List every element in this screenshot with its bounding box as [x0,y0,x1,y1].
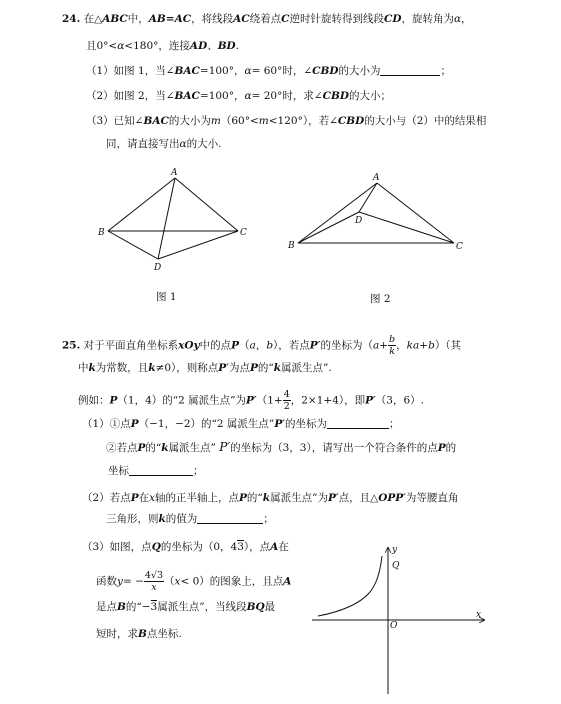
q24-var: BD [217,40,236,52]
q25-text: 轴的正半轴上，点 [155,492,240,504]
q25-text: 函数 [96,575,117,588]
sqrt-radicand: 3 [237,541,244,553]
q24-text: 的大小； [348,90,391,102]
q24-text: 在△ [83,13,103,25]
q24-text: 的大小与（2）中的结果相 [364,115,487,127]
q24-var: CD [383,13,402,25]
q25-var: BQ [246,601,265,613]
q25-var: A [270,541,279,553]
q25-var: y [117,575,123,588]
sqrt-radicand: 3 [150,601,158,613]
q25-text: （1+ [256,394,283,407]
q25-text: 为等腰直角 [405,492,459,504]
fig2-label-b: B [288,241,295,251]
q25-text: 中 [78,362,89,374]
graph-label-q: Q [392,561,400,571]
q25-text: （ [239,339,250,352]
q25-text: 的坐标为（0，4 [160,541,238,553]
q24-var: ABC [102,13,128,25]
q24-text: . [235,40,240,52]
q24-text: ，旋转角为 [401,13,454,25]
graph-label-x: x [476,610,482,620]
q24-var: m [210,115,221,127]
q25-var: P′ [246,394,257,407]
hyperbola-curve [318,556,382,616]
q25-var: k [273,362,282,374]
q25-var: a [249,339,256,352]
q25-text: （3）如图，点 [82,541,152,553]
q25-text: （3，6）. [375,394,424,407]
q25-text: 短时，求 [96,628,138,640]
q25-var: P [239,492,247,504]
q25-text: （−1，−2）的“2 属派生点” [138,418,275,430]
q25-var: P′ [219,440,231,454]
q25-text: 属派生点”为 [270,492,328,504]
q25-text: ； [193,465,204,477]
q24-var: AB=AC [148,13,192,25]
q25-var: a [372,339,380,352]
q25-text: + [379,339,389,352]
q25-text: 的坐标为（3，3），请写出一个符合条件的点 [230,442,438,454]
q25-var: P [137,442,146,454]
q25-text: = − [122,575,144,588]
q24-var: C [281,13,290,25]
q24-text: <180°，连接 [124,40,190,52]
q25-var: P′ [309,339,321,352]
q24-var: CBD [337,115,365,127]
q24-var: BAC [174,90,200,102]
q25-var: P [231,339,240,352]
q25-var: P [130,418,139,430]
fraction-numerator: 4√3 [144,570,164,581]
q25-var: P [249,362,258,374]
q25-text: 点坐标. [146,628,182,640]
fig2-caption: 图 2 [370,293,391,305]
q24-var: AC [233,13,250,25]
graph-label-o: O [390,621,398,631]
q25-var: b [428,339,435,352]
q25-var: P [109,394,118,407]
q24-var: α [244,90,252,102]
q25-text: 三角形，则 [106,513,159,525]
q24-var: α [117,40,125,52]
q25-text: （ [164,575,175,588]
q25-text: 在 [278,541,289,553]
q24-text: （3）已知∠ [86,115,144,127]
q25-var: P′ [327,492,339,504]
q25-var: xOy [178,339,200,352]
q25-var: B [117,601,126,613]
q24-text: 的大小. [186,138,222,150]
q24-text: 逆时针旋转得到线段 [289,13,384,25]
fig1-label-d: D [154,263,162,273]
fig1-label-c: C [240,228,247,238]
q25-var: k [262,492,271,504]
q25-var: P′ [218,362,229,374]
q25-number: 25. [62,339,81,352]
q25-text: ≠0），则称点 [155,362,219,374]
q25-var: OPP′ [378,492,406,504]
q24-text: 、 [207,40,218,52]
q25-text: （2）若点 [82,492,131,504]
q25-var: A [283,575,292,588]
q25-text: 为点 [228,362,250,374]
q25-text: < 0）的图象上，且点 [180,575,284,588]
q25-text: ， [396,339,407,352]
q24-var: AD [189,40,208,52]
fraction-denominator: k [389,346,395,357]
q25-text: 的“ [145,442,162,454]
q25-text: ，2×1+4），即 [290,394,366,407]
q24-text: 绕着点 [249,13,282,25]
q25-text: 例如： [78,394,110,407]
q25-var: P [437,442,446,454]
q24-text: ， [461,13,472,25]
q25-var: B [138,628,147,640]
q25-text: 中的点 [199,339,232,352]
q25-var: x [174,575,181,588]
q25-text: 点，且△ [338,492,379,504]
q25-text: 的“− [125,601,151,613]
q25-text: 最 [264,601,276,613]
q25-var: ka [406,339,420,352]
q25-var: x [149,492,156,504]
q24-text: <120°），若∠ [268,115,338,127]
q25-var: P′ [365,394,376,407]
q25-var: k [88,362,96,374]
q24-text: （60°< [220,115,259,127]
graph-label-y: y [392,545,398,555]
q24-var: CBD [312,65,339,77]
q24-text: ； [440,65,451,77]
fraction-numerator: 4 [283,389,290,400]
q24-text: = 20°时，求∠ [251,90,323,102]
q25-text: （1）①点 [82,418,131,430]
q25-text: 的值为 [165,513,198,525]
q25-text: 的坐标为 [284,418,327,430]
q24-number: 24. [62,13,81,25]
q24-text: =100°， [199,90,245,102]
q24-text: 的大小为 [338,65,381,77]
fig1-caption: 图 1 [156,291,177,303]
q24-text: 的大小为 [168,115,211,127]
fig2-label-d: D [355,216,363,226]
q25-var: k [161,442,169,454]
q25-text: + [419,339,429,352]
q25-text: 对于平面直角坐标系 [83,339,179,352]
q24-var: α [179,138,187,150]
q25-text: 属派生点” [168,442,216,454]
q25-var: Q [151,541,161,553]
q25-text: 的 [445,442,457,454]
q25-text: （1，4）的“2 属派生点”为 [117,394,247,407]
q25-text: 属派生点”，当线段 [157,601,247,613]
q24-var: m [258,115,269,127]
q25-text: 在 [138,492,150,504]
q25-text: 为常数，且 [95,362,149,374]
q24-text: 中， [127,13,149,25]
fig1-label-b: B [98,228,105,238]
q24-text: （1）如图 1，当∠ [86,65,175,77]
q24-text: =100°， [199,65,245,77]
q24-var: BAC [174,65,200,77]
q24-text: 同，请直接写出 [106,138,180,150]
q25-text: ），若点 [273,339,310,352]
q24-text: （2）如图 2，当∠ [86,90,175,102]
q25-text: ； [388,418,400,430]
q24-var: CBD [322,90,349,102]
q25-var: k [148,362,156,374]
q25-text: ； [263,513,274,525]
fraction-numerator: b [389,334,396,345]
fig1-label-a: A [171,168,178,178]
q24-var: BAC [143,115,169,127]
q25-text: ）（其 [434,339,462,352]
q25-text: 是点 [96,601,117,613]
fraction-denominator: x [151,582,157,593]
q25-var: P [130,492,139,504]
q24-text: ，将线段 [191,13,234,25]
q24-text: 且0°< [86,40,118,52]
q25-text: 坐标 [108,465,129,477]
q25-text: 属派生点”. [281,362,332,374]
q25-text: 的“ [246,492,263,504]
q25-text: 的坐标为（ [320,339,373,352]
q24-text: = 60°时，∠ [251,65,313,77]
q24-var: α [244,65,252,77]
q25-text: ②若点 [106,442,138,454]
q25-var: P′ [274,418,285,430]
q25-var: k [158,513,166,525]
q25-text: 的“ [257,362,274,374]
q25-text: ），点 [243,541,271,553]
q25-var: b [266,339,274,352]
fraction-denominator: 2 [283,401,290,412]
fig2-label-c: C [456,242,463,252]
q24-var: α [453,13,462,25]
q25-text: ， [255,339,267,352]
fig2-label-a: A [373,173,380,183]
